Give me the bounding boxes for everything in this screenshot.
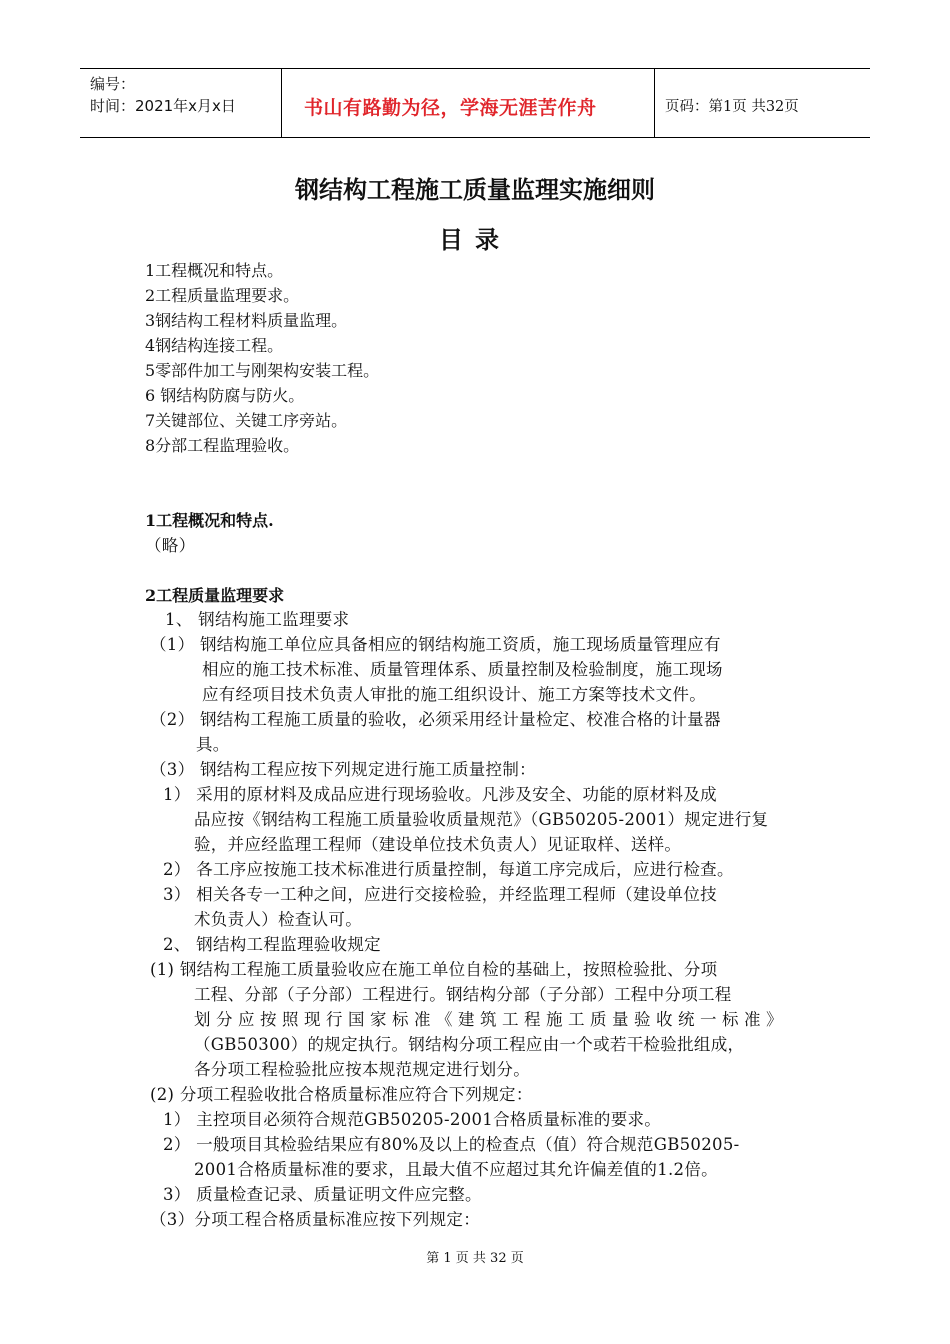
paragraph-line: （GB50300）的规定执行。钢结构分项工程应由一个或若干检验批组成， xyxy=(194,1035,745,1054)
paragraph-line: 各分项工程检验批应按本规范规定进行划分。 xyxy=(194,1060,530,1079)
paragraph-line: 1） 采用的原材料及成品应进行现场验收。凡涉及安全、功能的原材料及成 xyxy=(163,785,717,804)
paragraph-line: 工程、分部（子分部）工程进行。钢结构分部（子分部）工程中分项工程 xyxy=(194,985,732,1004)
toc-item: 1工程概况和特点。 xyxy=(145,261,284,280)
paragraph-line: 划分应按照现行国家标准《建筑工程施工质量验收统一标准》 xyxy=(194,1010,788,1029)
paragraph-line: 品应按《钢结构工程施工质量验收质量规范》（GB50205-2001）规定进行复 xyxy=(194,810,769,829)
paragraph-line: 术负责人）检查认可。 xyxy=(194,910,362,929)
toc-item: 2工程质量监理要求。 xyxy=(145,286,300,305)
number-label: 编号： xyxy=(90,75,136,93)
paragraph-line: 相应的施工技术标准、质量管理体系、质量控制及检验制度，施工现场 xyxy=(202,660,723,679)
paragraph-line: （3） 钢结构工程应按下列规定进行施工质量控制： xyxy=(150,760,536,779)
toc-title: 目录 xyxy=(439,226,511,254)
toc-item: 5零部件加工与刚架构安装工程。 xyxy=(145,361,380,380)
paragraph-line: 3） 相关各专一工种之间，应进行交接检验，并经监理工程师（建设单位技 xyxy=(163,885,717,904)
paragraph-line: 验，并应经监理工程师（建设单位技术负责人）见证取样、送样。 xyxy=(194,835,682,854)
paragraph-line: 具。 xyxy=(196,735,230,754)
date-label: 时间：2021年x月x日 xyxy=(90,97,236,115)
paragraph-line: （3）分项工程合格质量标准应按下列规定： xyxy=(150,1210,480,1229)
toc-item: 4钢结构连接工程。 xyxy=(145,336,284,355)
paragraph-line: 3） 质量检查记录、质量证明文件应完整。 xyxy=(163,1185,482,1204)
toc-item: 7关键部位、关键工序旁站。 xyxy=(145,411,348,430)
header-motto-cell xyxy=(282,69,655,137)
toc-item: 8分部工程监理验收。 xyxy=(145,436,300,455)
header-page-cell xyxy=(655,69,870,137)
paragraph-line: （1） 钢结构施工单位应具备相应的钢结构施工资质，施工现场质量管理应有 xyxy=(150,635,721,654)
section-note: （略） xyxy=(145,536,196,555)
paragraph-line: (1) 钢结构工程施工质量验收应在施工单位自检的基础上，按照检验批、分项 xyxy=(150,960,718,979)
paragraph-line: 1、 钢结构施工监理要求 xyxy=(165,610,350,629)
header-meta-cell xyxy=(80,69,282,137)
paragraph-line: (2) 分项工程验收批合格质量标准应符合下列规定： xyxy=(150,1085,533,1104)
toc-item: 6 钢结构防腐与防火。 xyxy=(145,386,305,405)
section-heading: 1工程概况和特点. xyxy=(145,511,274,530)
section-heading: 2工程质量监理要求 xyxy=(145,586,285,605)
page-info: 页码：第1页 共32页 xyxy=(665,99,799,115)
paragraph-line: 1） 主控项目必须符合规范GB50205-2001合格质量标准的要求。 xyxy=(163,1110,662,1129)
toc-item: 3钢结构工程材料质量监理。 xyxy=(145,311,348,330)
paragraph-line: 2） 一般项目其检验结果应有80%及以上的检查点（值）符合规范GB50205- xyxy=(163,1135,740,1154)
paragraph-line: （2） 钢结构工程施工质量的验收，必须采用经计量检定、校准合格的计量器 xyxy=(150,710,721,729)
paragraph-line: 应有经项目技术负责人审批的施工组织设计、施工方案等技术文件。 xyxy=(202,685,706,704)
paragraph-line: 2、 钢结构工程监理验收规定 xyxy=(163,935,381,954)
document-title: 钢结构工程施工质量监理实施细则 xyxy=(295,176,655,204)
motto-text: 书山有路勤为径，学海无涯苦作舟 xyxy=(304,97,597,119)
page-footer: 第 1 页 共 32 页 xyxy=(426,1251,524,1266)
paragraph-line: 2） 各工序应按施工技术标准进行质量控制，每道工序完成后，应进行检查。 xyxy=(163,860,734,879)
page-header xyxy=(80,68,870,138)
paragraph-line: 2001合格质量标准的要求，且最大值不应超过其允许偏差值的1.2倍。 xyxy=(194,1160,718,1179)
